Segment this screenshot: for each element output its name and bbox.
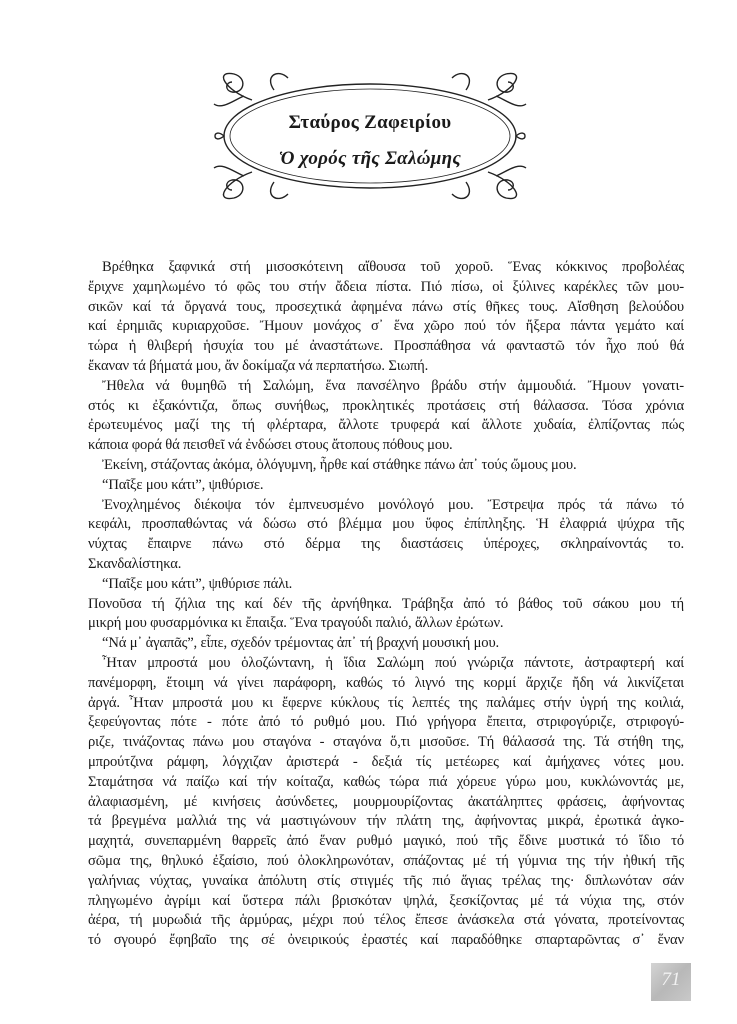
work-title: Ὁ χορός τῆς Σαλώμης <box>278 148 462 169</box>
text-line: ἀλαφιασμένη, μέ κινήσεις ἀσύνδετες, μουρμουρίζοντας ἀκατάληπτες φράσεις, ἀφήνοντας <box>88 793 684 810</box>
text-line: ριζε, τινάζοντας πάνω μου σταγόνα - σταγόνα ὅ,τι μισοῦσε. Τή θάλασσά της. Τά στήθη της, <box>88 734 684 751</box>
text-line: πανέμορφη, ἕτοιμη νά γίνει παράφορη, καθώς τό λιγνό της κορμί ἄρχιζε ἤδη νά λικνίζεται <box>88 674 684 691</box>
text-line: ἐρωτευμένος μαζί της τή φλέρταρα, ἄλλοτε τρυφερά καί ἄλλοτε χυδαία, ἐλπίζοντας πώς <box>88 417 684 434</box>
text-line: κάποια φορά θά πεισθεῖ νά ἐνδώσει στους ἄτοπους πόθους μου. <box>88 437 453 454</box>
text-line: σῶμα της, θηλυκό ἐξαίσιο, πού ὁλοκληρωνόταν, σπάζοντας μέ τή γύμνια της τήν ἠθική τῆς <box>88 852 684 869</box>
page-number-box <box>651 963 691 1001</box>
text-line: τώρα ἡ θλιβερή ἡσυχία του μέ ἀναστάτωνε. Προσπάθησα νά φανταστῶ τόν ἦχο πού θά <box>88 338 684 355</box>
text-line: τό σγουρό ἔφηβαῖο της σέ ὀνειρικούς ἐραστές καί παραδόθηκε σπαρταρῶντας σ᾽ ἕναν <box>88 932 684 949</box>
text-line: Πονοῦσα τή ζήλια της καί δέν τῆς ἀρνήθηκα. Τράβηξα ἀπό τό βάθος τοῦ σάκου μου τή <box>88 595 684 612</box>
text-line: Ἦταν μπροστά μου ὁλοζώντανη, ἡ ἴδια Σαλώμη πού γνώριζα πάντοτε, ἀστραφτερή καί <box>102 654 684 671</box>
title-cartouche <box>204 70 536 202</box>
text-line: μαχητά, συνεπαρμένη θαρρεῖς ἀπό ἕναν ρυθμό μαγικό, πού τῆς ἔδινε μυστικά τό ἴδιο τό <box>88 833 684 850</box>
text-line: Σταμάτησα νά παίζω καί τήν κοίταζα, καθώς τώρα πιά χόρευε γύρω μου, κυκλώνοντάς με, <box>88 773 684 790</box>
text-line: “Παῖξε μου κάτι”, ψιθύρισε. <box>102 476 264 493</box>
ornamental-frame-icon <box>204 70 536 202</box>
text-line: ἔριχνε χαμηλωμένο τό φῶς του στήν ἄδεια πίστα. Πιό πίσω, οἱ ξύλινες καρέκλες τῶν μου- <box>88 278 684 295</box>
page-number: 71 <box>661 969 681 990</box>
text-line: Βρέθηκα ξαφνικά στή μισοσκότεινη αἴθουσα τοῦ χοροῦ. Ἕνας κόκκινος προβολέας <box>102 259 684 275</box>
text-line: καί ἐρημιᾶς κυριαρχοῦσε. Ἤμουν μονάχος σ᾽ ἕνα χῶρο πού τόν ἤξερα πάντα γεμάτο καί <box>88 318 684 335</box>
text-line: σικῶν καί τά ὄργανά τους, προσεχτικά ἀφημένα πάνω στίς θῆκες τους. Αἴσθηση βελούδου <box>88 298 684 315</box>
text-line: ἔκαναν τά βήματά μου, ἄν δοκίμαζα νά περπατήσω. Σιωπή. <box>88 357 429 374</box>
author-name: Σταύρος Ζαφειρίου <box>288 112 452 133</box>
story-body <box>88 258 684 951</box>
text-line: μικρή μου φυσαρμόνικα κι ἔπαιξα. Ἕνα τραγούδι παλιό, ἄλλων ἐρώτων. <box>88 615 504 632</box>
text-line: “Παῖξε μου κάτι”, ψιθύρισε πάλι. <box>102 575 293 592</box>
text-line: γαλήνιας νύχτας, γυναίκα ἀπόλυτη στίς στιγμές τῆς πιό ἅγιας τρέλας της· διπλωνόταν σάν <box>88 872 684 889</box>
text-line: ἀργά. Ἦταν μπροστά μου κι ἔφερνε κύκλους τίς λεπτές της παλάμες στήν ὑγρή της κοιλιά, <box>88 694 684 711</box>
text-line: τά βρεγμένα μαλλιά της νά μαστιγώνουν τήν πλάτη της, ἀφήνοντας μικρά, ἐρωτικά ἀγκο- <box>88 813 684 830</box>
text-line: στός κι ἐξακόντιζα, ὅπως συνήθως, προκλητικές προτάσεις στή θάλασσα. Τόσα χρόνια <box>88 397 684 414</box>
text-line: ἀέρα, τή μυρωδιά τῆς ἁρμύρας, μέχρι πού τέλος ἔπεσε ἀνάσκελα στά γόνατα, προτείνοντας <box>88 912 684 929</box>
text-line: νύχτας ἔπαιρνε πάνω στό δέρμα της διαστάσεις ὑπέροχες, σκληραίνοντάς το. <box>88 536 684 553</box>
text-line: ξεφεύγοντας πότε - πότε ἀπό τό ρυθμό μου. Πιό γρήγορα ἔπειτα, στριφογύριζε, στριφογύ- <box>88 714 684 731</box>
text-line: Ἐκείνη, στάζοντας ἀκόμα, ὁλόγυμνη, ἦρθε καί στάθηκε πάνω ἀπ᾽ τούς ὤμους μου. <box>102 456 577 473</box>
text-line: πληγωμένο ἀγρίμι καί ὕστερα πάλι βρισκόταν ψηλά, ξεσκίζοντας μέ τά νύχια της, στόν <box>88 892 684 909</box>
text-line: κεφάλι, προσπαθώντας νά δώσω στό βλέμμα μου ὕφος ἐπίπληξης. Ἡ ἐλαφριά ψύχρα τῆς <box>88 516 684 533</box>
text-line: Σκανδαλίστηκα. <box>88 555 182 572</box>
text-line: Ἐνοχλημένος διέκοψα τόν ἐμπνευσμένο μονόλογό μου. Ἔστρεψα πρός τά πάνω τό <box>102 496 684 513</box>
text-line: “Νά μ᾽ ἀγαπᾶς”, εἶπε, σχεδόν τρέμοντας ἀπ᾽ τή βραχνή μουσική μου. <box>102 635 500 652</box>
text-line: μπρούτζινα ράμφη, λόγχιζαν ἀριστερά - δεξιά τίς μετέωρες καί ἀμήχανες νότες μου. <box>88 753 684 770</box>
text-line: Ἤθελα νά θυμηθῶ τή Σαλώμη, ἕνα πανσέληνο βράδυ στήν ἀμμουδιά. Ἤμουν γονατι- <box>102 377 684 394</box>
